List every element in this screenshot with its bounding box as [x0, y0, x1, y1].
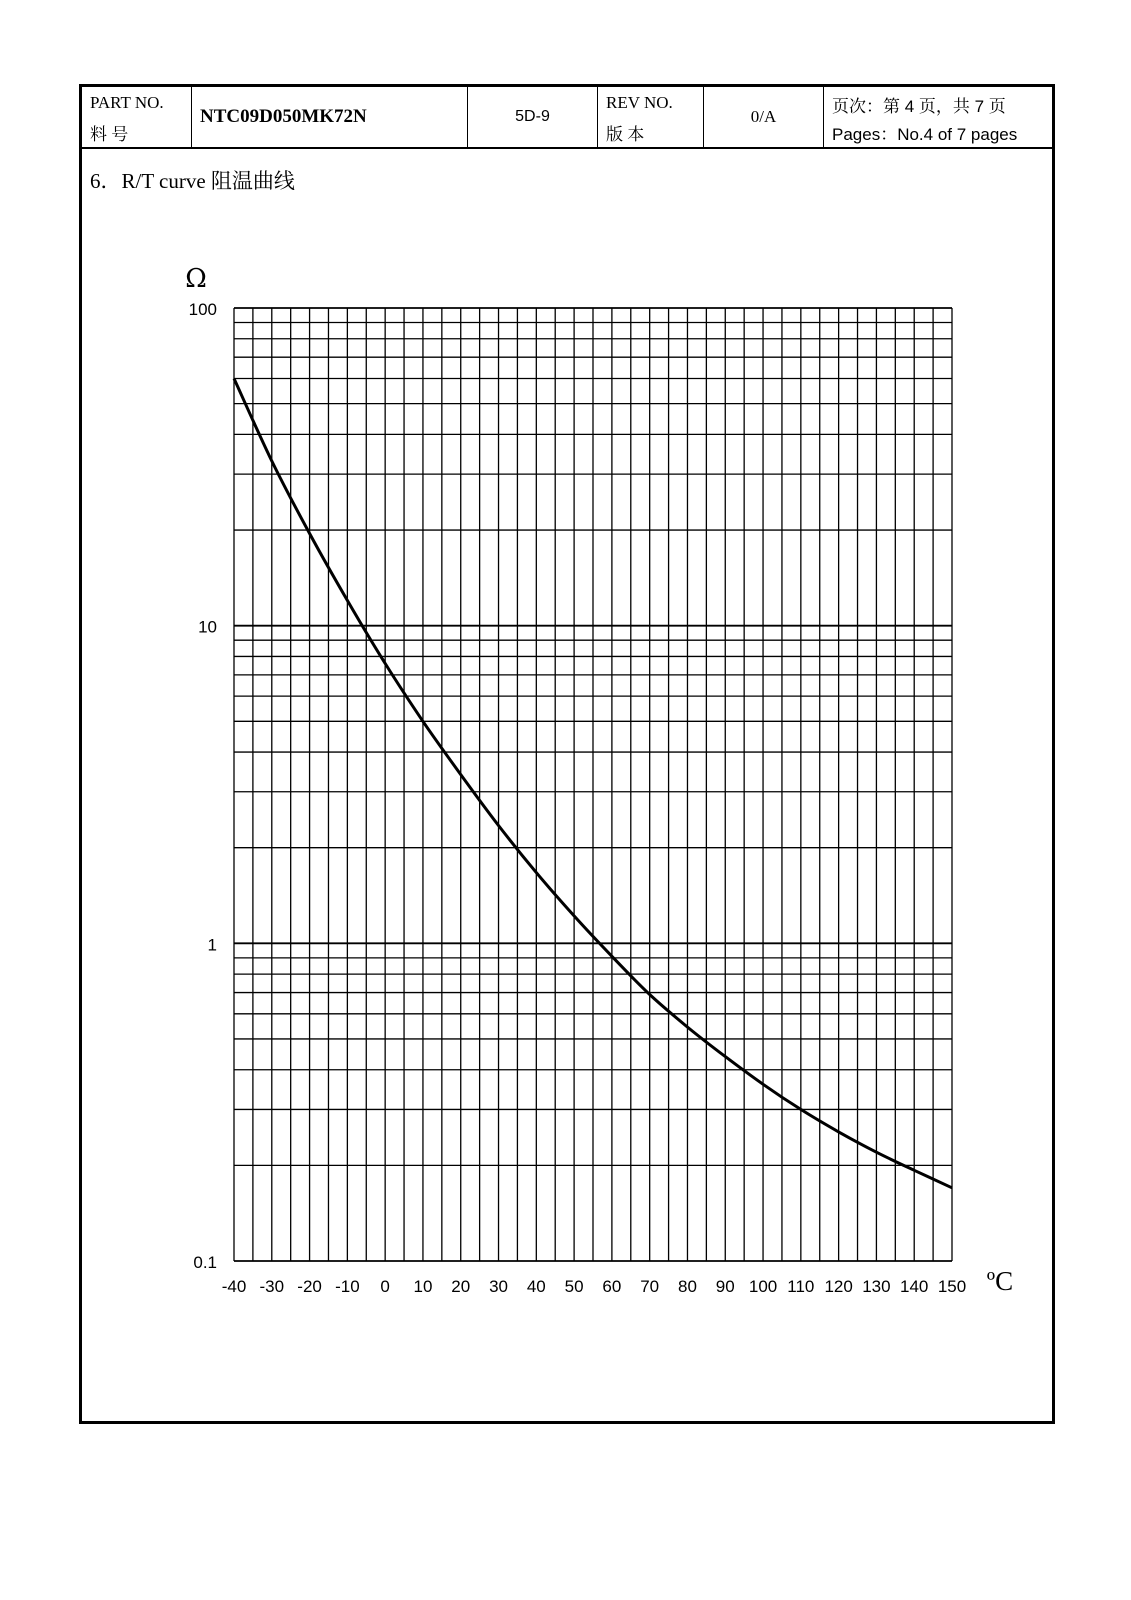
rev-value: 0/A	[750, 107, 777, 126]
rev-label-en: REV NO.	[606, 93, 673, 112]
part-label-zh: 料 号	[90, 125, 129, 144]
x-axis-label: ºC	[986, 1266, 1014, 1296]
rev-label-zh: 版 本	[606, 125, 645, 144]
y-tick-label: 0.1	[193, 1253, 217, 1272]
x-tick-label: 0	[380, 1277, 390, 1296]
x-tick-label: 150	[937, 1277, 967, 1296]
pages-en: Pages：No.4 of 7 pages	[832, 125, 1018, 144]
x-tick-label: 30	[489, 1277, 508, 1296]
x-tick-label: 10	[413, 1277, 433, 1296]
x-tick-label: 100	[748, 1277, 778, 1296]
x-tick-label: -20	[297, 1277, 322, 1296]
model-value: 5D-9	[515, 108, 550, 125]
x-tick-label: 120	[824, 1277, 853, 1296]
pages-zh: 页次：第 4 页，共 7 页	[832, 97, 1006, 116]
x-tick-label: -30	[259, 1277, 285, 1296]
x-tick-label: 130	[862, 1277, 891, 1296]
x-tick-label: 80	[678, 1277, 697, 1296]
y-tick-label: 1	[207, 935, 217, 955]
y-tick-label: 100	[188, 300, 217, 319]
section-title: 6．R/T curve 阻温曲线	[90, 169, 295, 193]
x-tick-label: -10	[335, 1277, 360, 1296]
x-tick-label: 110	[787, 1277, 815, 1296]
part-number: NTC09D050MK72N	[200, 106, 367, 127]
part-label-en: PART NO.	[90, 93, 164, 112]
grid	[234, 308, 952, 1261]
y-tick-label: 10	[198, 617, 217, 637]
x-tick-label: 50	[564, 1277, 584, 1296]
x-tick-label: 140	[900, 1277, 929, 1296]
x-tick-label: 40	[526, 1277, 546, 1296]
x-tick-label: 20	[451, 1277, 471, 1296]
x-tick-label: 60	[602, 1277, 622, 1296]
x-tick-label: -40	[221, 1277, 247, 1296]
y-axis-label: Ω	[185, 264, 207, 294]
x-tick-label: 70	[640, 1277, 660, 1296]
x-tick-label: 90	[715, 1277, 735, 1296]
